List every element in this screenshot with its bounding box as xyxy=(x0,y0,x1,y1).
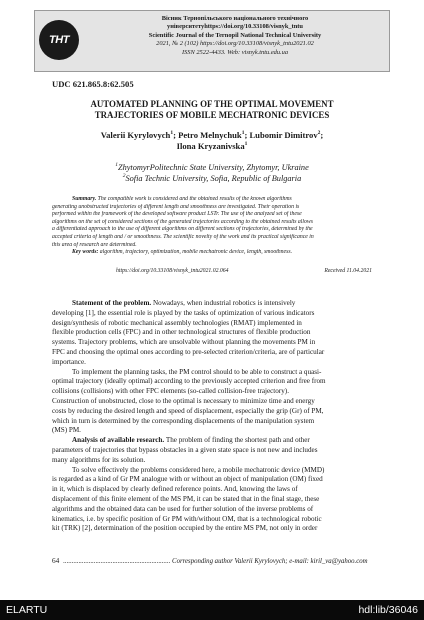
author-name: Petro Melnychuk xyxy=(178,130,242,140)
journal-title-ua: Вісник Тернопільського національного технічного xyxy=(161,15,309,22)
doi-row xyxy=(116,268,372,274)
journal-logo: ТНТ xyxy=(39,20,79,60)
journal-header-text xyxy=(85,15,385,57)
author-name: Valerii Kyrylovych xyxy=(100,130,171,140)
journal-title-ua-doi: університетуhttps://doi.org/10.33108/visnyk_tntu xyxy=(167,23,303,31)
author-name: Lubomir Dimitrov xyxy=(249,130,318,140)
body-text: Statement of the problem. Nowadays, when industrial robotics is intensively developing [1], the essential role is played by the tasks of optimization of various indicators design/synthesis of robotic mechanical assembly technologies (RMAT) implemented in flexible production cells (FPC) and in other technological structures of flexible production systems. Trajectory problems, which are unsolvable without planning the movements PM in FPC and choosing the optimal ones according to pre-selected criterion/criteria, are of particular importance. To implement the planning tasks, the PM control should to be able to construct a quasi- optimal trajectory (ideally optimal) according to the previously accepted criterion and free from collisions (collisions) with other FPC elements (so-called collision-free trajectory). Construction of unobstructed, close to the optimal is necessary to minimize time and energy costs by reducing the desired length and speed of displacement, especially the grip (Gr) of PM, which in turn is determined by the corresponding displacements of the manipulation system (MS) PM. Analysis of available research. The problem of finding the shortest path and other parameters of trajectories that bypass obstacles in a given state space is not new and includes many algorithms for its solution. To solve effectively the problems considered here, a mobile mechatronic device (MMD) is regarded as a kind of Gr PM analogue with or without an object of manipulation (OM) fixed in it, which is displaced by clearly defined reference points. And, knowing the laws of displacement of this finite element of the MS PM, it can be stated that in the final stage, these algorithms and the obtained data can be used for further solution of the inverse problems of kinematics, i.e. by specific position of Gr PM with/without OM, that is a technological robotic kit (TRK) [2], determination of the position occupied by the entire MS PM, not only in order xyxy=(52,299,372,534)
handle-id[interactable]: hdl:lib/36046 xyxy=(358,604,418,616)
corresponding-author-note: Corresponding author Valerii Kyrylovych; e-mail: kiril_va@yahoo.com xyxy=(170,558,368,565)
affiliation-2: $^2$Sofia Technic University, Sofia, Republic of Bulgaria xyxy=(122,173,302,183)
journal-issn: ISSN 2522-4433. Web: visnyk.tntu.edu.ua xyxy=(181,48,289,56)
page-footer: 64 ............................................................... Corresponding author Valerii Kyrylovych; e-mail: kiril_va@yahoo.com xyxy=(52,556,368,565)
article-doi-link[interactable]: https://doi.org/10.33108/visnyk_tntu2021.02.064 xyxy=(116,268,229,274)
repository-name: ELARTU xyxy=(6,604,48,616)
journal-title-en: Scientific Journal of the Ternopil National Technical University xyxy=(148,31,322,39)
page-number: 64 xyxy=(52,556,60,565)
article-title-line-1: AUTOMATED PLANNING OF THE OPTIMAL MOVEMENT xyxy=(90,99,334,109)
journal-issue: 2021, № 2 (102) https://doi.org/10.33108/visnyk_tntu2021.02 xyxy=(156,40,314,48)
journal-header xyxy=(34,10,390,72)
abstract: Summary. The compatible work is considered and the obtained results of the known algorithms generating unobstructed trajectories of different length and smoothness are investigated. Their operation is performed within the framework of the developed software product LSTr. The use of the analyzed set of these algorithms on the set of considered sections of the generated trajectories according to the obtained results allows a differentiated approach to the use of different algorithms on different sections of trajectories, determined by the accepted criteria of length and / or smoothness. The scientific novelty of the work and its practical significance in this area of research are determined. Key words: algorithm, trajectory, optimization, mobile mechatronic device, length, smoothness. xyxy=(52,196,372,257)
authors-line-2: Ilona Kryzanivska$^1$ xyxy=(176,141,248,151)
keywords: Key words: algorithm, trajectory, optimization, mobile mechatronic device, length, smoothness. xyxy=(72,249,293,256)
udc-code: UDC 621.865.8:62.505 xyxy=(52,79,134,89)
affiliation-1: $^1$ZhytomyrPolitechnic State University, Zhytomyr, Ukraine xyxy=(115,162,309,172)
article-title-line-2: TRAJECTORIES OF MOBILE MECHATRONIC DEVICES xyxy=(94,110,330,120)
authors-line-1: Valerii Kyrylovych$^1$; Petro Melnychuk$^1$; Lubomir Dimitrov$^2$; xyxy=(100,130,324,140)
archive-bar xyxy=(0,600,424,620)
paragraph-analysis: Analysis of available research. The problem of finding the shortest path and other xyxy=(72,436,310,445)
abstract-label: Summary. xyxy=(72,196,97,202)
received-date: Received 11.04.2021 xyxy=(324,268,372,274)
author-name: Ilona Kryzanivska xyxy=(176,141,245,151)
paragraph-statement-of-problem: Statement of the problem. Nowadays, when industrial robotics is intensively xyxy=(72,299,296,307)
